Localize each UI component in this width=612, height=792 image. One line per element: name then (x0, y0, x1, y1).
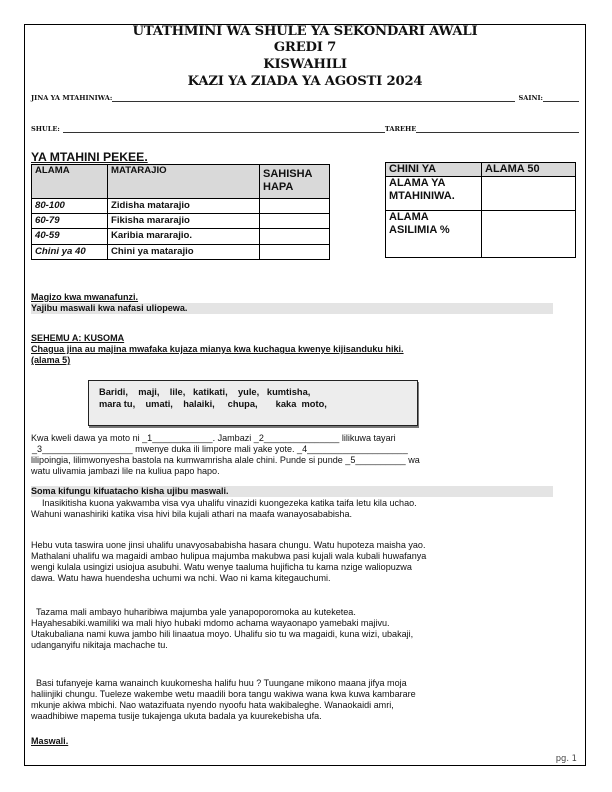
passage-line: Hebu vuta taswira uone jinsi uhalifu unavyosababisha hasara chungu. Watu hupoteza maisha yao. (31, 540, 426, 550)
score-table-header (386, 163, 576, 177)
school-label: SHULE: (31, 125, 60, 133)
passage-line: Wahuni wanashiriki katika visa hivi bila kujali athari na maafa wanayosababisha. (31, 509, 352, 519)
passage-line: haliinjiki chungu. Tueleze wakembe wetu maadili bora tangu wakiwa wana kwa kuwa kambarare (31, 689, 416, 699)
passage-line: Mathalani uhalifu wa magaidi ambao hulipua majumba makubwa pasi kujali wala kubali huwafanya (31, 551, 427, 561)
name-field[interactable] (112, 94, 515, 102)
grade-mark-cell[interactable] (260, 229, 330, 244)
grade-expectation: Fikisha mararajio (108, 214, 260, 229)
passage-line: Hayahesabiki.wamiliki wa mali hiyo hubaki mdomo achama wayaonapo yamebaki majivu. (31, 618, 390, 628)
grade-range: 40-59 (32, 229, 108, 244)
instructions-heading: Magizo kwa mwanafunzi. (31, 292, 139, 302)
school-field[interactable] (63, 125, 385, 133)
grade-expectation: Karibia mararajio. (108, 229, 260, 244)
passage-paragraph-4 (31, 678, 583, 722)
cloze-line: Kwa kweli dawa ya moto ni _1____________. Jambazi _2_______________ lilikuwa tayari (31, 433, 396, 443)
candidate-score-value[interactable] (482, 177, 576, 211)
table-row (386, 211, 576, 258)
date-field[interactable] (416, 125, 579, 133)
grade-expectation: Chini ya matarajio (108, 244, 260, 259)
page-number: pg. 1 (555, 753, 577, 763)
grade-range: 80-100 (32, 199, 108, 214)
passage-line: Tazama mali ambayo huharibiwa majumba yale yanapoporomoka au kuteketea. (36, 607, 356, 617)
table-row (386, 177, 576, 211)
questions-heading: Maswali. (31, 736, 69, 746)
passage-line: Inasikitisha kuona yakwamba visa vya uhalifu vinazidi kuongezeka katika taifa letu kila uchao. (42, 498, 417, 508)
passage-paragraph-1 (31, 498, 583, 520)
score-header-chini-ya: CHINI YA (386, 163, 482, 177)
signature-field[interactable] (543, 94, 579, 102)
grade-mark-cell[interactable] (260, 199, 330, 214)
score-header-alama-50: ALAMA 50 (482, 163, 576, 177)
passage-line: dawa. Watu hawa huendesha uchumi wa nchi. Wao ni kama kitegauchumi. (31, 573, 331, 583)
table-row (32, 199, 330, 214)
section-a-heading: SEHEMU A: KUSOMA (31, 333, 125, 343)
grade-expectation: Zidisha matarajio (108, 199, 260, 214)
cloze-passage (31, 433, 583, 477)
col-sahisha-hapa: SAHISHA HAPA (260, 165, 330, 199)
exam-title: UTATHMINI WA SHULE YA SEKONDARI AWALI (132, 24, 478, 39)
word-choices-box (88, 380, 418, 426)
grade-table (31, 164, 330, 260)
col-alama: ALAMA (32, 165, 108, 199)
candidate-score-label: ALAMA YA MTAHINIWA. (386, 177, 482, 211)
score-table (385, 162, 576, 258)
assignment-title: KAZI YA ZIADA YA AGOSTI 2024 (187, 74, 423, 89)
cloze-line: _3__________________ mwenye duka ili limpore mali yake yote. _4____________________ (32, 444, 408, 454)
passage-line: waadhibiwe mapema tusije tukajenga ukuta badala ya kuurekebisha ufa. (31, 711, 322, 721)
percentage-score-label: ALAMA ASILIMIA % (386, 211, 482, 258)
passage-line: udanganyifu nikitaja machache tu. (31, 640, 168, 650)
name-signature-row (31, 94, 579, 102)
passage-line: mkunje akiwa mbichi. Nao watazifuata nyendo nyoofu hata wakibaleghe. Wanaokaidi amri, (31, 700, 394, 710)
passage-paragraph-2 (31, 540, 583, 584)
section-a-marks: (alama 5) (31, 355, 71, 365)
grade-mark-cell[interactable] (260, 244, 330, 259)
instructions-text: Yajibu maswali kwa nafasi uliopewa. (31, 303, 553, 314)
passage-line: Basi tufanyeje kama wanainch kuukomesha halifu huu ? Tuungane mikono maana jifya moja (36, 678, 407, 688)
grade-table-header (32, 165, 330, 199)
passage-instruction: Soma kifungu kifuatacho kisha ujibu maswali. (31, 486, 553, 497)
name-label: JINA YA MTAHINIWA: (31, 94, 113, 102)
section-a-instruction: Chagua jina au majina mwafaka kujaza mianya kwa kuchagua kwenye kijisanduku hiki. (31, 344, 404, 354)
examiner-only-heading: YA MTAHINI PEKEE. (31, 150, 148, 164)
subject-title: KISWAHILI (263, 57, 347, 72)
cloze-line: watu ulivamia jambazi lile na kuliua papo hapo. (31, 466, 220, 476)
grade-range: 60-79 (32, 214, 108, 229)
percentage-score-value[interactable] (482, 211, 576, 258)
table-row (32, 244, 330, 259)
word-choices-line: Baridi, maji, lile, katikati, yule, kumtisha, (99, 387, 311, 397)
passage-line: wengi kulala usingizi usiojua asubuhi. Watu wenye taaluma hujificha tu kama nzige waliopuzwa (31, 562, 412, 572)
table-row (32, 229, 330, 244)
grade-mark-cell[interactable] (260, 214, 330, 229)
cloze-line: lilipoingia, lilimwonyesha bastola na kumwamrisha alale chini. Punde si punde _5__________ wa (31, 455, 420, 465)
grade-range: Chini ya 40 (32, 244, 108, 259)
passage-paragraph-3 (31, 607, 583, 651)
col-matarajio: MATARAJIO (108, 165, 260, 199)
school-date-row (31, 125, 579, 133)
word-choices-line: mara tu, umati, halaiki, chupa, kaka moto, (99, 399, 327, 409)
passage-line: Utakubaliana nami kuwa jambo hili linaatua moyo. Uhalifu sio tu wa magaidi, kuna wizi, ubakaji, (31, 629, 414, 639)
grade-title: GREDI 7 (273, 40, 337, 55)
signature-label: SAINI: (518, 94, 543, 102)
table-row (32, 214, 330, 229)
date-label: TAREHE (384, 125, 417, 133)
